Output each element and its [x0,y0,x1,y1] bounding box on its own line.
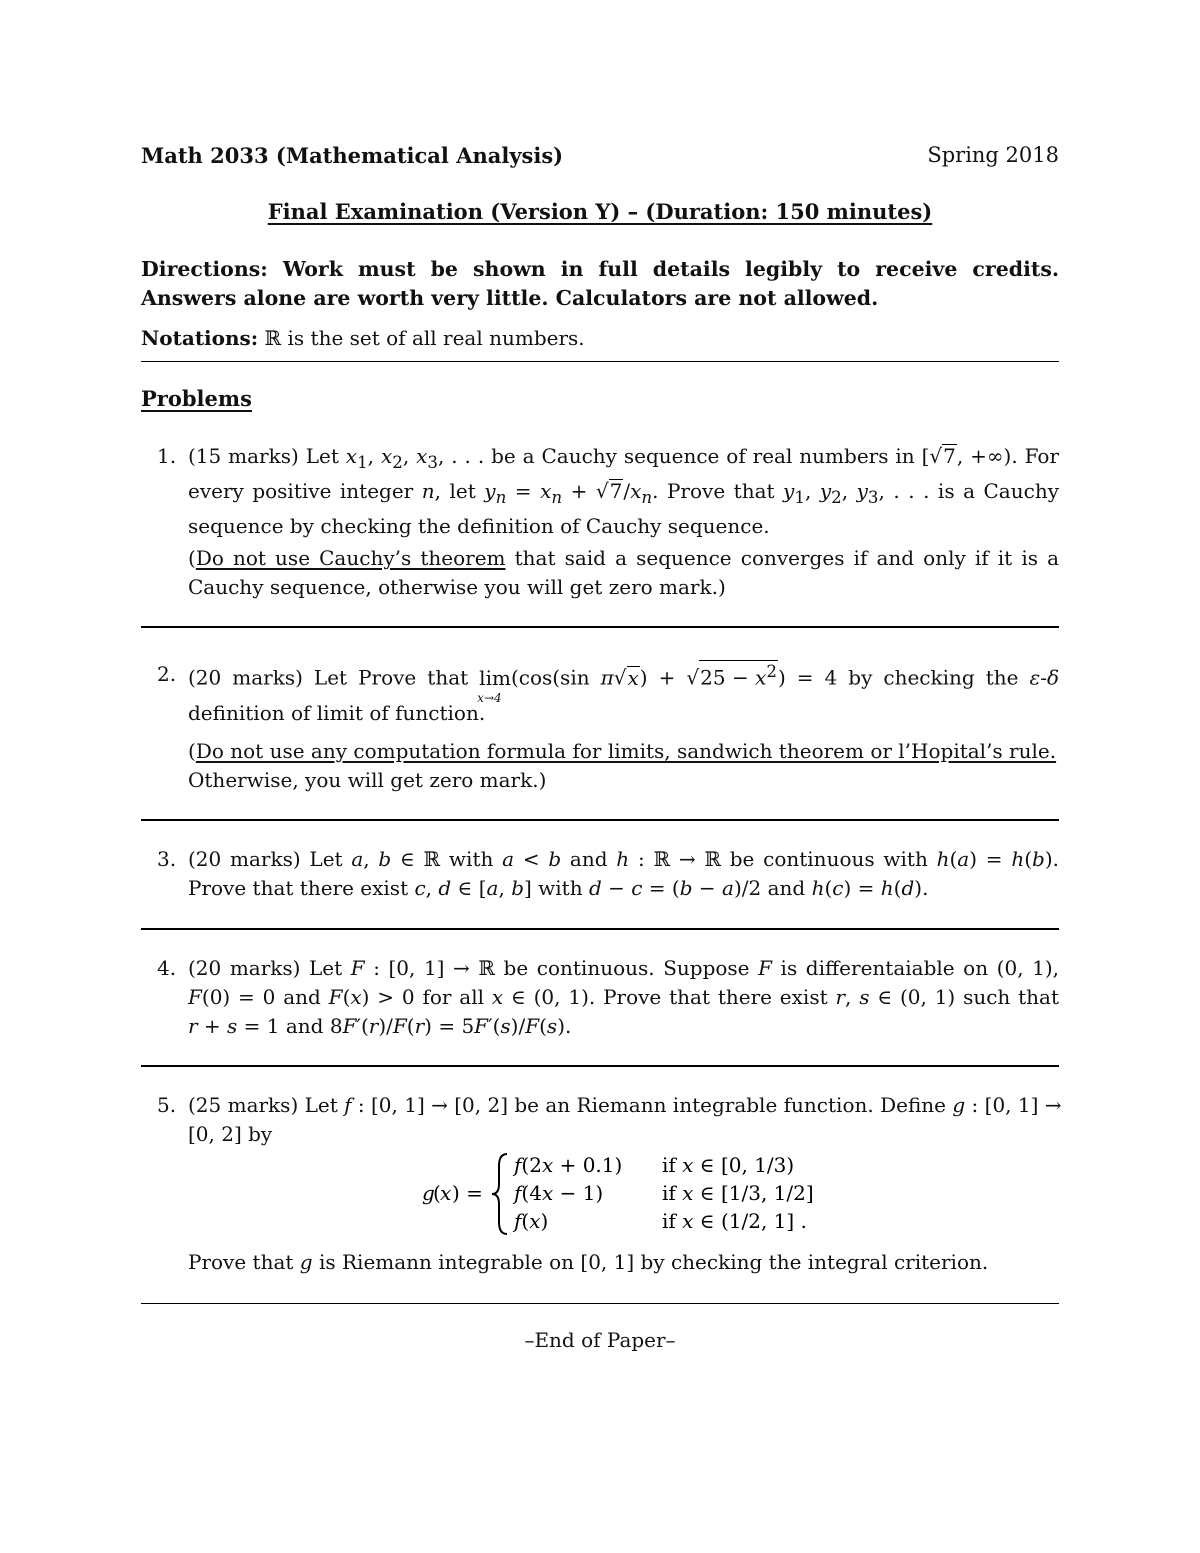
problem-marks: (20 marks) [188,956,301,980]
problem-statement: (20 marks) Let a, b ∈ ℝ with a < b and h : ℝ → ℝ be continuous with h(a) = h(b). Prove that there exist c, d ∈ [a, b] with d − c = (b − a)/2 and h(c) = h(d). [188,847,1060,900]
svg-text:) =: ) = [452,1181,483,1205]
problem-marks: (20 marks) [188,665,303,690]
divider [141,361,1059,362]
svg-text:f(2x + 0.1): f(2x + 0.1) [514,1153,623,1177]
svg-text:g: g [422,1181,435,1205]
notations-text: ℝ is the set of all real numbers. [264,326,585,350]
problem-number: 5. [157,1093,177,1117]
course-title: Math 2033 (Mathematical Analysis) [141,143,564,168]
problem-conclusion: Prove that g is Riemann integrable on [0, 1] by checking the integral criterion. [188,1250,989,1274]
svg-text:if x ∈ [1/3, 1/2]: if x ∈ [1/3, 1/2] [662,1181,814,1205]
piecewise-definition [422,1148,902,1245]
term-label: Spring 2018 [927,143,1059,167]
svg-text:x: x [440,1181,452,1205]
problem-number: 4. [157,956,177,980]
divider [141,928,1059,930]
divider [141,1303,1059,1304]
svg-text:(: ( [433,1181,441,1205]
svg-text:if x ∈ [0, 1/3): if x ∈ [0, 1/3) [662,1153,795,1177]
problems-heading: Problems [141,386,252,411]
problem-statement: (20 marks) Let F : [0, 1] → ℝ be continuous. Suppose F is differentaiable on (0, 1), F(0) = 0 and F(x) > 0 for all x ∈ (0, 1). Prove that there exist r, s ∈ (0, 1) such that r + s = 1 and 8F′(r)/F(r) = 5F′(s)/F(s). [188,956,1060,1038]
problem-statement: (20 marks) Let Prove that lim x→4 (cos(sin $\pi√x) + √25 - x^2) = 4$ by checking the ε-δ definition of limit of function. [188,662,1060,725]
problem-number: 1. [157,444,177,468]
problem-statement: (15 marks) Let $x_1$, $x_2$, $x_3$, . . . be a Cauchy sequence of real numbers in [√7, +∞). For every positive integer n, let $y_n = x_n + √7/x_n$. Prove that $y_1$, $y_2$, $y_3$, . . . is a Cauchy sequence by checking the definition of Cauchy sequence. [188,444,1059,538]
svg-text:f(4x − 1): f(4x − 1) [514,1181,604,1205]
divider [141,1065,1059,1067]
directions-label: Directions: [141,257,268,281]
piecewise-svg [422,1148,902,1240]
problem-marks: (20 marks) [188,847,301,871]
divider [141,626,1059,628]
problem-number: 3. [157,847,177,871]
directions-text: Work must be shown in full details legibly to receive credits. Answers alone are worth very little. Calculators are not allowed. [141,257,1060,310]
notations-label: Notations: [141,326,259,350]
problem-note: (Do not use any computation formula for limits, sandwich theorem or l’Hopital’s rule. Otherwise, you will get zero mark.) [188,739,1057,792]
divider [141,819,1059,821]
exam-title: Final Examination (Version Y) – (Duration: 150 minutes) [267,199,933,224]
directions [141,255,1059,313]
svg-text:if x ∈ (1/2, 1] .: if x ∈ (1/2, 1] . [662,1209,807,1233]
problem-marks: (15 marks) [188,444,299,468]
problem-marks: (25 marks) [188,1093,299,1117]
svg-text:f(x): f(x) [514,1209,549,1233]
problem-number: 2. [157,662,177,686]
end-of-paper: –End of Paper– [524,1328,676,1352]
problem-note: (Do not use Cauchy’s theorem that said a sequence converges if and only if it is a Cauchy sequence, otherwise you will get zero mark.) [188,546,1060,599]
problem-statement: (25 marks) Let f : [0, 1] → [0, 2] be an Riemann integrable function. Define g : [0, 1] → [0, 2] by [188,1093,1062,1146]
notations [141,326,585,350]
